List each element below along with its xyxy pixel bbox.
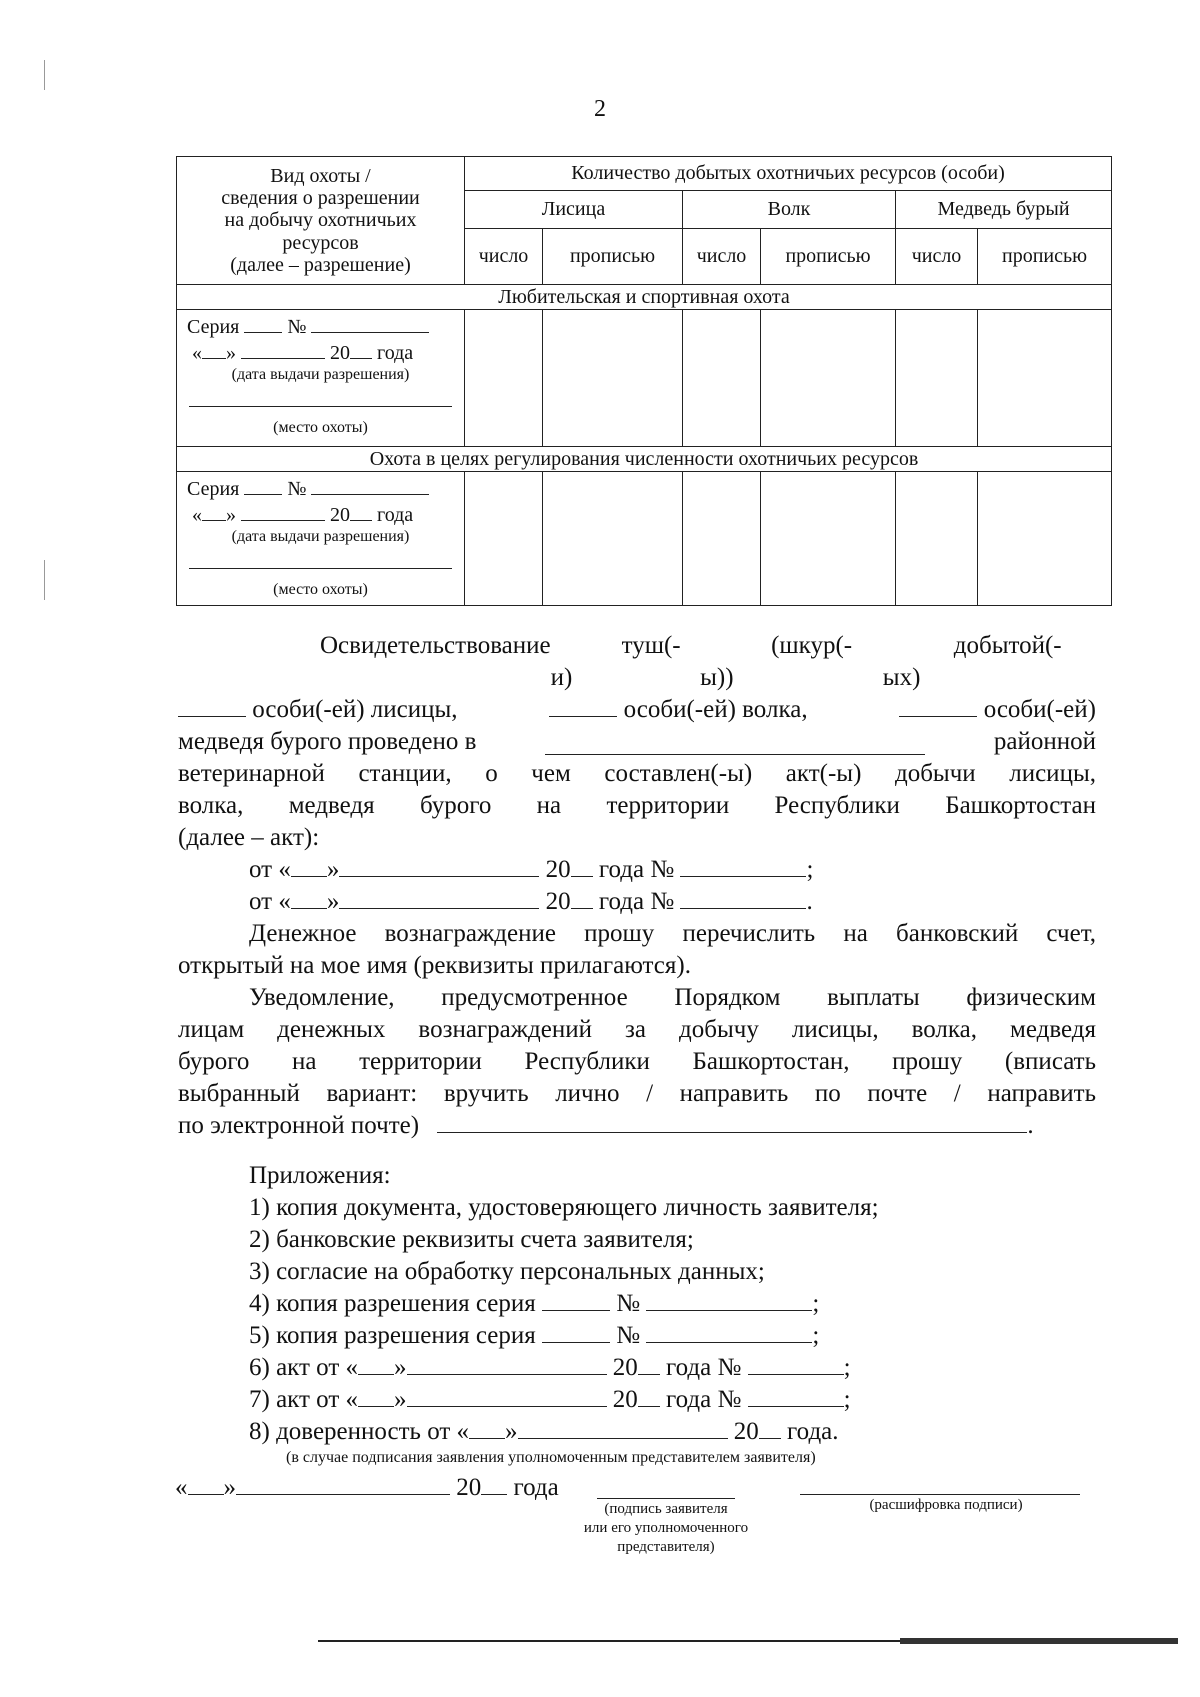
act-line: от « » 20 года № ; — [249, 856, 814, 883]
subcol-words: прописью — [978, 229, 1112, 285]
act-line: от « » 20 года № . — [249, 888, 813, 915]
inspection-line: ветеринарной станции, о чем составлен(-ы) акт(-ы) добычи лисицы, — [178, 760, 1096, 787]
subcol-words: прописью — [543, 229, 683, 285]
notice-paragraph: бурого на территории Республики Башкортостан, прошу (вписать — [178, 1048, 1096, 1075]
decode-line — [800, 1476, 1080, 1495]
bottom-rule-thick — [900, 1638, 1178, 1644]
subcol-number: число — [683, 229, 761, 285]
inspection-line: особи(-ей) лисицы, особи(-ей) волка, особи(-ей) — [178, 694, 1096, 726]
permit-info-cell: Серия № « » 20 года (дата выдачи разрешения) (место охоты) — [177, 472, 465, 606]
margin-mark — [44, 560, 45, 600]
attachment-item: 7) акт от « » 20 года № ; — [249, 1386, 851, 1413]
inspection-paragraph: Освидетельствование туш(-и) (шкур(-ы)) добытой(-ых) — [320, 632, 1062, 691]
signature-line — [597, 1480, 735, 1499]
attachment-item: 5) копия разрешения серия № ; — [249, 1322, 820, 1349]
notice-paragraph: по электронной почте) . — [178, 1112, 1034, 1139]
signature-date: « » 20 года — [175, 1474, 559, 1501]
subcol-words: прописью — [761, 229, 896, 285]
subcol-number: число — [465, 229, 543, 285]
attachments-title: Приложения: — [249, 1162, 391, 1189]
notice-paragraph: лицам денежных вознаграждений за добычу лисицы, волка, медведя — [178, 1016, 1096, 1043]
section-title: Любительская и спортивная охота — [177, 285, 1112, 310]
signature-note: (подпись заявителя или его уполномоченного представителя) — [583, 1501, 749, 1555]
attachment-item: 2) банковские реквизиты счета заявителя; — [249, 1226, 694, 1253]
payment-paragraph: Денежное вознаграждение прошу перечислить на банковский счет, — [249, 920, 1096, 947]
notice-paragraph: выбранный вариант: вручить лично / направить по почте / направить — [178, 1080, 1096, 1107]
quantity-header: Количество добытых охотничьих ресурсов (особи) — [465, 157, 1112, 191]
attachment-note: (в случае подписания заявления уполномоченным представителем заявителя) — [286, 1449, 816, 1466]
page-number: 2 — [594, 96, 606, 122]
section-title: Охота в целях регулирования численности охотничьих ресурсов — [177, 447, 1112, 472]
notice-paragraph: Уведомление, предусмотренное Порядком выплаты физическим — [249, 984, 1096, 1011]
hunt-type-header: Вид охоты / сведения о разрешении на добычу охотничьих ресурсов (далее – разрешение) — [177, 157, 465, 285]
subcol-number: число — [896, 229, 978, 285]
hunting-table — [176, 156, 1112, 606]
payment-paragraph: открытый на мое имя (реквизиты прилагаются). — [178, 952, 691, 979]
attachment-item: 1) копия документа, удостоверяющего личность заявителя; — [249, 1194, 879, 1221]
inspection-line: (далее – акт): — [178, 824, 320, 851]
attachment-item: 8) доверенность от « » 20 года. — [249, 1418, 839, 1445]
species-bear: Медведь бурый — [896, 191, 1112, 229]
inspection-line: волка, медведя бурого на территории Республики Башкортостан — [178, 792, 1096, 819]
species-fox: Лисица — [465, 191, 683, 229]
margin-mark — [44, 60, 45, 90]
attachment-item: 6) акт от « » 20 года № ; — [249, 1354, 851, 1381]
attachment-item: 4) копия разрешения серия № ; — [249, 1290, 820, 1317]
inspection-line: медведя бурого проведено в районной — [178, 728, 1096, 755]
species-wolf: Волк — [683, 191, 896, 229]
permit-info-cell: Серия № « » 20 года (дата выдачи разрешения) (место охоты) — [177, 310, 465, 447]
decode-note: (расшифровка подписи) — [869, 1497, 1023, 1513]
main-text — [178, 630, 1096, 1468]
attachment-item: 3) согласие на обработку персональных данных; — [249, 1258, 765, 1285]
